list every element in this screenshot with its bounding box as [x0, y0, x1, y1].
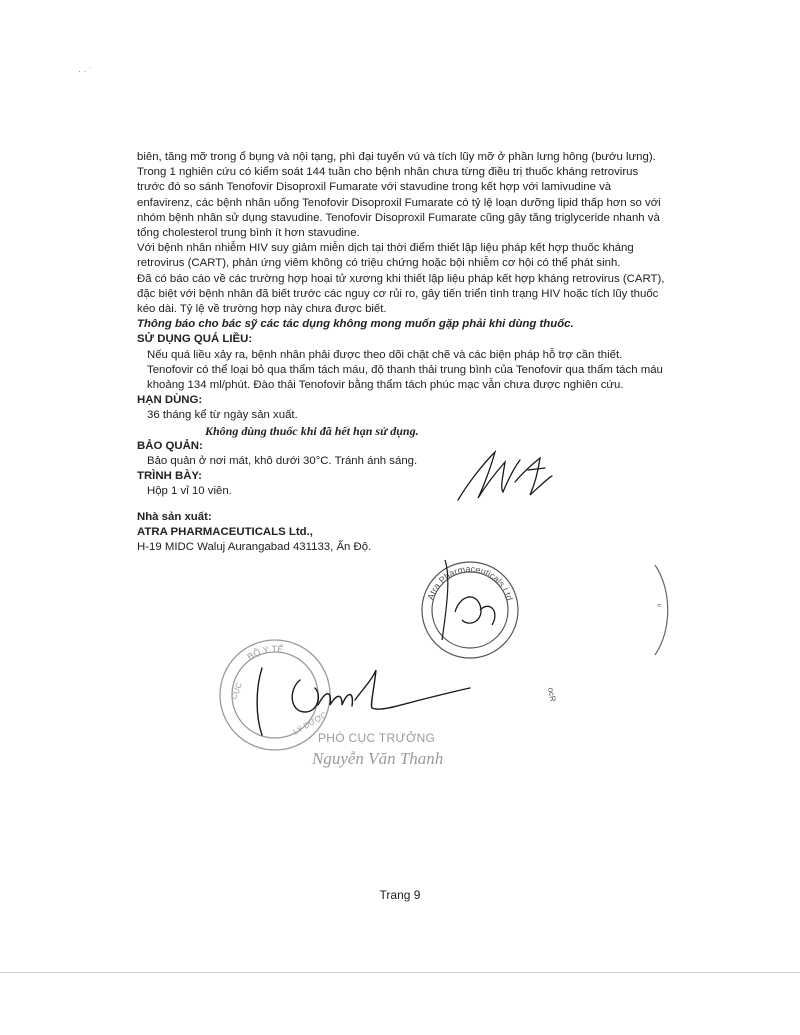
handwritten-signature-official: [257, 668, 470, 735]
scan-edge-line: [0, 972, 800, 973]
overdose-text: Nếu quá liều xảy ra, bệnh nhân phải được theo dõi chặt chẽ và các biện pháp hỗ trợ cần thiết. Tenofovir có thể loại bỏ qua thẩm tách máu, độ thanh thải trung bình của Tenofovir qua thẩm tách máu khoảng 134 ml/phút. Đào thải Tenofovir bằng thẩm tách phúc mạc vẫn chưa được nghiên cứu.: [147, 348, 663, 392]
svg-text:ocR: ocR: [546, 686, 558, 703]
deputy-title: PHÓ CỤC TRƯỞNG: [318, 731, 436, 745]
page-number: Trang 9: [379, 888, 421, 902]
svg-text:Atra Pharmaceuticals Ltd.: [426, 564, 516, 604]
packaging-heading: TRÌNH BÀY:: [137, 470, 202, 483]
adverse-effects-notice: Thông báo cho bác sỹ các tác dụng không mong muốn gặp phải khi dùng thuốc.: [137, 318, 574, 331]
paragraph-osteonecrosis: Đã có báo cáo về các trường hợp hoại tử xương khi thiết lập liệu pháp kết hợp kháng retrovirus (CART), đặc biệt với bệnh nhân đã biết trước các nguy cơ rủi ro, gây tiến triển tình trạng HIV hoặc tích lũy thuốc kéo dài. Tỷ lệ về trường hợp này chưa được biết.: [137, 272, 665, 316]
ministry-stamp-left-text: CỤC: [229, 681, 244, 701]
company-stamp: [422, 560, 518, 658]
expiry-note: Không dùng thuốc khi đã hết hạn sử dụng.: [205, 423, 419, 438]
ministry-stamp-top-text: BỘ Y TẾ: [245, 643, 284, 662]
manufacturer-label: Nhà sản xuất:: [137, 510, 212, 523]
partial-stamp-text-fragment: [546, 687, 557, 703]
manufacturer-name: ATRA PHARMACEUTICALS Ltd.,: [137, 525, 313, 538]
ministry-stamp: [220, 640, 330, 750]
paragraph-lipodystrophy: biên, tăng mỡ trong ổ bụng và nội tạng, phì đại tuyến vú và tích lũy mỡ ở phần lưng hông (bướu lưng).: [137, 151, 656, 163]
svg-text:BỘ Y TẾ: [245, 644, 284, 662]
svg-text:≈: ≈: [657, 601, 662, 610]
ministry-stamp-right-text: LÝ DƯỢC: [291, 710, 329, 737]
scan-marks: · · ˙: [78, 66, 92, 76]
storage-heading: BẢO QUẢN:: [137, 439, 203, 452]
packaging-text: Hộp 1 vỉ 10 viên.: [147, 485, 232, 498]
storage-text: Bảo quản ở nơi mát, khô dưới 30°C. Tránh ánh sáng.: [147, 455, 418, 468]
expiry-text: 36 tháng kể từ ngày sản xuất.: [147, 409, 298, 422]
manufacturer-address: H-19 MIDC Waluj Aurangabad 431133, Ấn Độ.: [137, 541, 372, 554]
paragraph-immune-reconstitution: Với bệnh nhân nhiễm HIV suy giảm miễn dịch tại thời điểm thiết lập liệu pháp kết hợp thuốc kháng retrovirus (CART), phản ứng viêm không có triệu chứng hoặc bội nhiễm cơ hội có thể phát sinh.: [137, 242, 634, 270]
handwritten-signature-upper: [458, 452, 552, 500]
company-stamp-text: Atra Pharmaceuticals Ltd.: [425, 563, 516, 605]
partial-stamp-right: [655, 565, 668, 655]
expiry-heading: HẠN DÙNG:: [137, 394, 203, 407]
overdose-heading: SỬ DỤNG QUÁ LIỀU:: [137, 333, 253, 346]
paragraph-controlled-study: Trong 1 nghiên cứu có kiểm soát 144 tuần cho bệnh nhân chưa từng điều trị thuốc kháng retrovirus trước đó so sánh Tenofovir Disoproxil Fumarate với stavudine trong kết hợp với lamivudine và enfavirenz, các bệnh nhân uống Tenofovir Disoproxil Fumarate có tỷ lệ loạn dưỡng lipid thấp hơn so với nhóm bệnh nhân sử dụng stavudine. Tenofovir Disoproxil Fumarate cũng gây tăng triglyceride nhanh và tổng cholesterol trung bình ít hơn stavudine.: [137, 166, 661, 240]
deputy-name: Nguyễn Văn Thanh: [312, 749, 444, 768]
